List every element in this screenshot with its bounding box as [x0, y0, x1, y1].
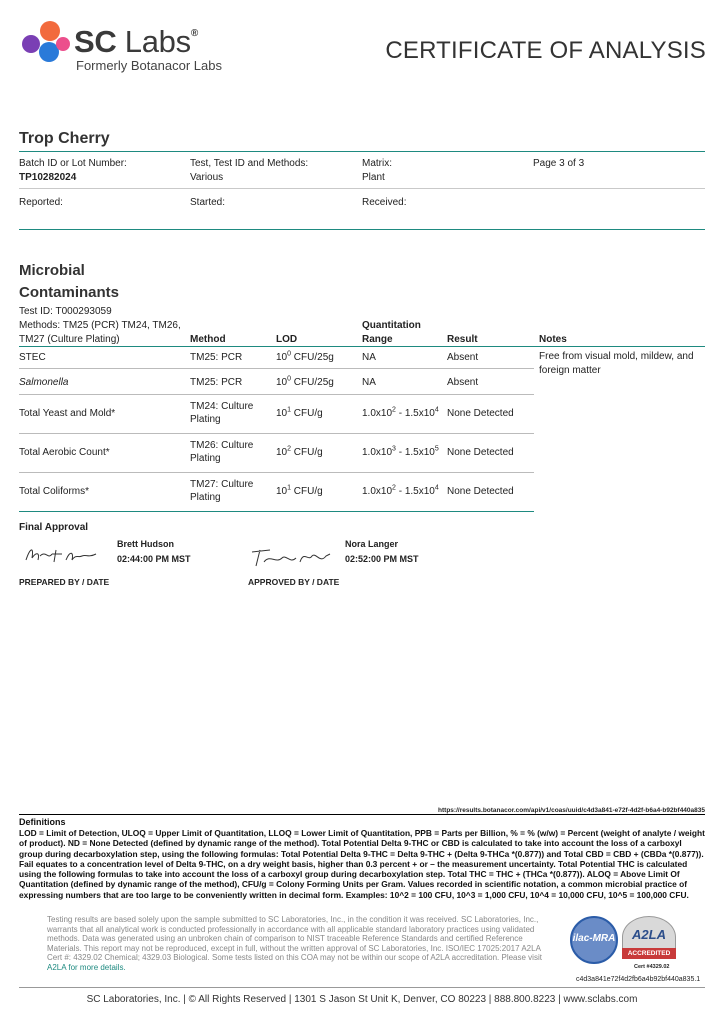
product-name: Trop Cherry — [19, 130, 110, 147]
preparer-signature-icon — [22, 542, 102, 568]
table-row-result: None Detected — [447, 447, 514, 458]
document-hash: c4d3a841e72f4d2fb6a4b92bf440a835.1 — [576, 976, 701, 983]
document-title: CERTIFICATE OF ANALYSIS — [385, 37, 706, 64]
a2la-link[interactable]: A2LA for more details. — [47, 962, 126, 972]
table-row-analyte: Total Yeast and Mold* — [19, 408, 116, 419]
table-row-lod: $10^0$ CFU/25g — [276, 375, 334, 388]
batch-value: TP10282024 — [19, 172, 77, 183]
approver-name: Nora Langer — [345, 539, 399, 549]
table-header-divider — [19, 346, 705, 347]
table-row-method: TM27: Culture — [190, 479, 254, 490]
footer: SC Laboratories, Inc. | © All Rights Reserved | 1301 S Jason St Unit K, Denver, CO 80223 | 888.800.8223 | www.sclabs.com — [86, 994, 638, 1005]
final-approval-title: Final Approval — [19, 522, 89, 533]
table-row-lod: $10^1$ CFU/g — [276, 484, 323, 497]
brand-tagline: Formerly Botanacor Labs — [76, 58, 222, 73]
table-row-analyte: STEC — [19, 352, 46, 363]
started-label: Started: — [190, 197, 226, 208]
table-row-range: NA — [362, 352, 376, 363]
disclaimer-text: Testing results are based solely upon the sample submitted to SC Laboratories, Inc., in the condition it was received. SC Laboratories, Inc., warrants that all analytical work is conducted professionally in accordance with all applicable standard laboratory practices using validated methods. Data was generated using an unbroken chain of comparison to NIST traceable Reference Standards and certified Reference Materials. This report may not be reproduced, except in full, without the written approval of SC Laboratories, Inc. ISO/IEC 17025:2017 A2LA Cert #: 4329.02 Chemical; 4329.03 Biological. Some tests listed on this COA may not be within our scope of A2LA accreditation. Please visit A2LA for more details. — [47, 915, 542, 972]
table-row-range: $1.0x10^2 - 1.5x10^4$ — [362, 406, 439, 419]
cert-number: Cert #4329.02 — [634, 964, 670, 970]
table-row-method: TM24: Culture — [190, 401, 254, 412]
table-row-method: TM26: Culture — [190, 440, 254, 451]
a2la-label: A2LA — [632, 927, 666, 942]
table-row-result: Absent — [447, 352, 479, 363]
header-bottom-divider — [19, 229, 705, 230]
methods-line2: TM27 (Culture Plating) — [19, 334, 120, 345]
row-divider — [19, 472, 534, 473]
table-row-result: Absent — [447, 377, 479, 388]
table-row-lod: $10^1$ CFU/g — [276, 406, 323, 419]
batch-label: Batch ID or Lot Number: — [19, 158, 127, 169]
accredited-label: ACCREDITED — [627, 950, 671, 957]
table-row-lod: $10^2$ CFU/g — [276, 445, 323, 458]
sc-labs-logo-icon — [18, 20, 72, 64]
reported-label: Reported: — [19, 197, 63, 208]
header-row-divider — [19, 188, 705, 189]
methods-line1: Methods: TM25 (PCR) TM24, TM26, — [19, 320, 181, 331]
footer-divider — [19, 987, 705, 988]
definitions-title: Definitions — [19, 817, 66, 827]
approver-signature-icon — [248, 544, 334, 570]
received-label: Received: — [362, 197, 407, 208]
table-row-method-line2: Plating — [190, 453, 221, 464]
col-header-quant-line1: Quantitation — [362, 320, 421, 331]
col-header-lod: LOD — [276, 334, 298, 345]
table-row-analyte: Salmonella — [19, 377, 69, 388]
section-title-line1: Microbial — [19, 262, 85, 279]
col-header-quant-line2: Range — [362, 334, 393, 345]
table-row-range: $1.0x10^2 - 1.5x10^4$ — [362, 484, 439, 497]
table-bottom-divider — [19, 511, 534, 512]
test-value: Various — [190, 172, 224, 183]
row-divider — [19, 368, 534, 369]
approver-time: 02:52:00 PM MST — [345, 554, 419, 564]
notes-line1: Free from visual mold, mildew, and — [539, 351, 694, 362]
approved-by-label: APPROVED BY / DATE — [248, 577, 340, 587]
prepared-by-label: PREPARED BY / DATE — [19, 577, 110, 587]
ilac-mra-badge-icon — [570, 916, 618, 964]
preparer-time: 02:44:00 PM MST — [117, 554, 191, 564]
ilac-mra-label: ilac-MRA — [572, 933, 616, 944]
row-divider — [19, 394, 534, 395]
section-title-line2: Contaminants — [19, 284, 120, 301]
page-number: Page 3 of 3 — [533, 158, 585, 169]
results-url[interactable]: https://results.botanacor.com/api/v1/coas/uuid/c4d3a841-e72f-4d2f-b6a4-b92bf440a835 — [438, 807, 705, 814]
table-row-lod: $10^0$ CFU/25g — [276, 350, 334, 363]
definitions-divider — [19, 814, 705, 815]
col-header-notes: Notes — [539, 334, 567, 345]
table-row-result: None Detected — [447, 408, 514, 419]
test-id: Test ID: T000293059 — [19, 306, 112, 317]
matrix-value: Plant — [362, 172, 385, 183]
col-header-result: Result — [447, 334, 478, 345]
brand-name: SC Labs® — [74, 24, 198, 59]
matrix-label: Matrix: — [362, 158, 392, 169]
table-row-analyte: Total Aerobic Count* — [19, 447, 110, 458]
table-row-range: NA — [362, 377, 376, 388]
table-row-analyte: Total Coliforms* — [19, 486, 90, 497]
table-row-method: TM25: PCR — [190, 352, 243, 363]
preparer-name: Brett Hudson — [117, 539, 174, 549]
col-header-method: Method — [190, 334, 226, 345]
notes-line2: foreign matter — [539, 365, 601, 376]
table-row-method-line2: Plating — [190, 414, 221, 425]
definitions-text: LOD = Limit of Detection, ULOQ = Upper Limit of Quantitation, LLOQ = Lower Limit of Quantitation, PPB = Parts per Billion, % = % (w/w) = Percent (weight of analyte / weight of product). ND = None Detected (defined by dynamic range of the method). Total Potential Delta 9-THC or CBD is calculated to take into account the loss of a carboxyl group during decarboxylation step, using the following formulas: Total Potential Delta 9-THC = Delta 9-THC + (Delta 9-THCa *(0.877)) and Total CBD = CBD + (CBDa *(0.877)). Fail equates to a concentration level of Delta 9-THC, on a dry weight basis, higher than 0.3 percent + or – the measurement uncertainty. Total Potential THC is calculated using the following formulas to take into account the loss of a carboxyl group during decarboxylation step. Total THC = THC + (THCa *(0.877)). ALOQ = Above Limit Of Quantitation (defined by dynamic range of the method), CFU/g = Colony Forming Units per Gram. Values recorded in scientific notation, a common microbial practice of expressing numbers that are too large to be conveniently written in decimal form. Examples: 10^2 = 100 CFU, 10^3 = 1,000 CFU, 10^4 = 10,000 CFU, 10^5 = 100,000 CFU. — [19, 828, 705, 900]
table-row-method-line2: Plating — [190, 492, 221, 503]
table-row-result: None Detected — [447, 486, 514, 497]
header-divider — [19, 151, 705, 152]
table-row-range: $1.0x10^3 - 1.5x10^5$ — [362, 445, 439, 458]
accredited-banner — [622, 948, 676, 959]
row-divider — [19, 433, 534, 434]
test-label: Test, Test ID and Methods: — [190, 158, 309, 169]
table-row-method: TM25: PCR — [190, 377, 243, 388]
